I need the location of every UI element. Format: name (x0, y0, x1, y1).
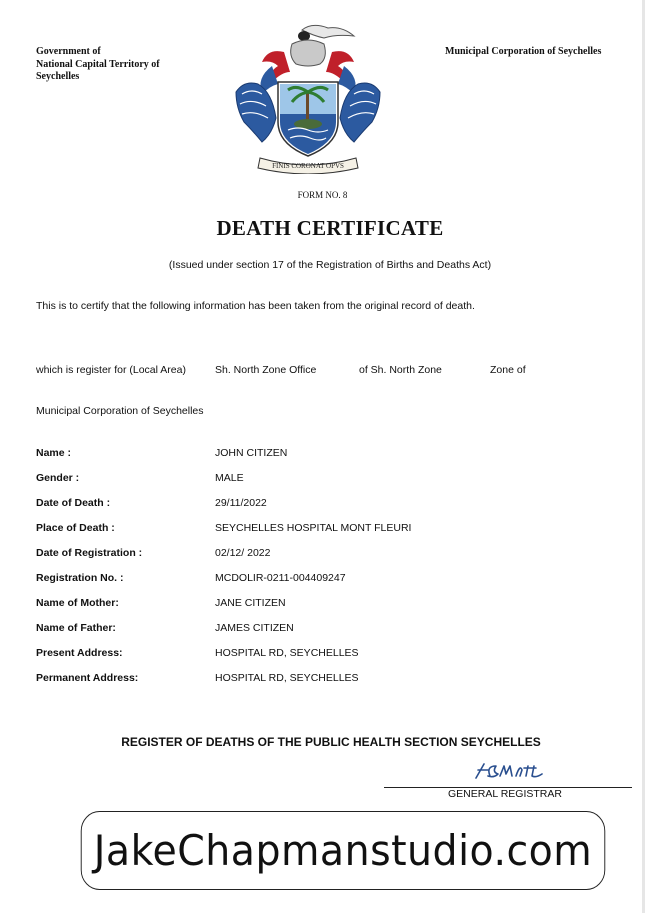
zone-of-label: Zone of (490, 364, 526, 376)
gov-line-1: Government of (36, 46, 101, 57)
field-value-registration-no: MCDOLIR-0211-004409247 (215, 572, 346, 584)
government-header (36, 46, 206, 84)
field-label-mother: Name of Mother: (36, 597, 119, 609)
crest-motto: FINIS CORONAT OPVS (272, 162, 344, 170)
field-label-gender: Gender : (36, 472, 80, 484)
register-heading: REGISTER OF DEATHS OF THE PUBLIC HEALTH SECTION SEYCHELLES (121, 735, 541, 749)
form-number: FORM NO. 8 (297, 190, 348, 200)
zone-name: of Sh. North Zone (359, 364, 442, 376)
municipal-header: Municipal Corporation of Seychelles (445, 46, 602, 57)
field-label-father: Name of Father: (36, 622, 116, 634)
registrar-title: GENERAL REGISTRAR (448, 788, 562, 800)
field-label-registration-no: Registration No. : (36, 572, 124, 584)
coat-of-arms-icon (232, 22, 384, 174)
field-value-date-of-death: 29/11/2022 (215, 497, 267, 509)
field-value-name: JOHN CITIZEN (215, 447, 288, 459)
certificate-title: DEATH CERTIFICATE (216, 216, 444, 240)
field-value-place-of-death: SEYCHELLES HOSPITAL MONT FLEURI (215, 522, 412, 534)
certification-statement: This is to certify that the following information has been taken from the original record of death. (36, 300, 475, 312)
field-label-date-of-registration: Date of Registration : (36, 547, 143, 559)
field-value-present-address: HOSPITAL RD, SEYCHELLES (215, 647, 359, 659)
field-label-name: Name : (36, 447, 72, 459)
gov-line-2: National Capital Territory of (36, 58, 160, 70)
field-label-present-address: Present Address: (36, 647, 123, 659)
field-value-mother: JANE CITIZEN (215, 597, 286, 609)
watermark-banner: JakeChapmanstudio.com (81, 811, 606, 890)
field-value-permanent-address: HOSPITAL RD, SEYCHELLES (215, 672, 359, 684)
local-area-prefix: which is register for (Local Area) (36, 364, 186, 376)
field-label-date-of-death: Date of Death : (36, 497, 111, 509)
issued-under-note: (Issued under section 17 of the Registration of Births and Deaths Act) (168, 259, 492, 271)
gov-line-3: Seychelles (36, 71, 80, 82)
field-label-permanent-address: Permanent Address: (36, 672, 139, 684)
signature-icon (470, 760, 550, 782)
field-label-place-of-death: Place of Death : (36, 522, 115, 534)
corporation-line: Municipal Corporation of Seychelles (36, 405, 204, 417)
field-value-father: JAMES CITIZEN (215, 622, 294, 634)
field-value-gender: MALE (215, 472, 244, 484)
local-office: Sh. North Zone Office (215, 364, 317, 376)
field-value-date-of-registration: 02/12/ 2022 (215, 547, 271, 559)
